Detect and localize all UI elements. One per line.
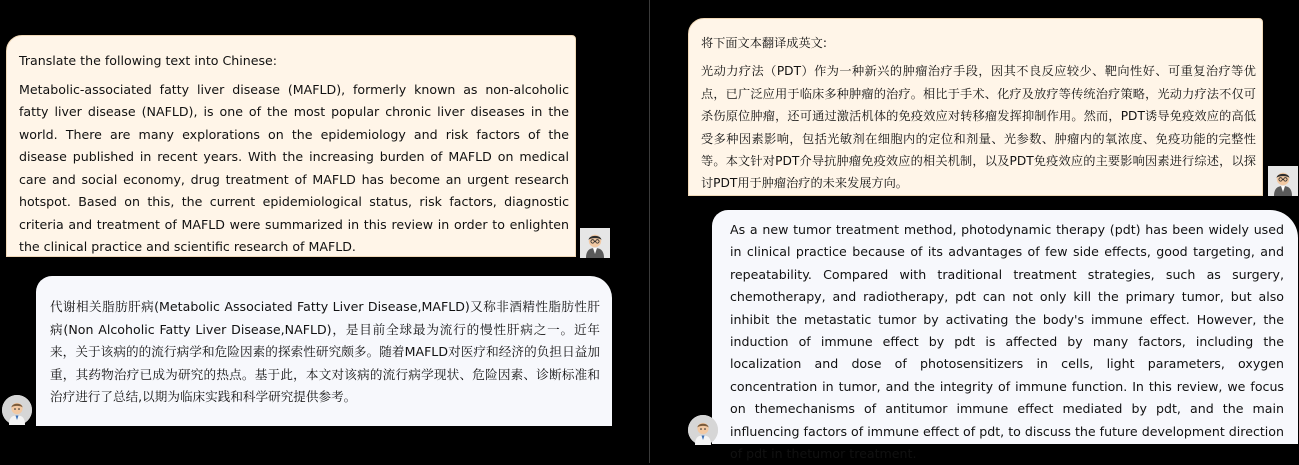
assistant-message-text: 代谢相关脂肪肝病(Metabolic Associated Fatty Liver Disease,MAFLD)又称非酒精性脂肪性肝病(Non Alcoholic Fatty Liver Disease,NAFLD)，是目前全球最为流行的慢性肝病之一。近年来，关于该病的的流行病学和危险因素的探索性研究颇多。随着MAFLD对医疗和经济的负担日益加重，其药物治疗已成为研究的热点。基于此，本文对该病的流行病学现状、危险因素、诊断标准和治疗进行了总结,以期为临床实践和科学研究提供参考。 (50, 299, 600, 405)
user-message-text: Metabolic-associated fatty liver disease (MAFLD), formerly known as non-alcoholic fatty liver disease (NAFLD), is one of the most popular chronic liver diseases in the world. There are many explorations on the epidemiology and risk factors of the disease published in recent years. With the increasing burden of MAFLD on medical care and social economy, drug treatment of MAFLD has become an urgent research hotspot. Based on this, the current epidemiological status, risk factors, diagnostic criteria and treatment of MAFLD were summarized in this review in order to enlighten the clinical practice and scientific research of MAFLD. (19, 81, 569, 254)
user-avatar-icon (1268, 166, 1298, 196)
user-message-prompt: Translate the following text into Chinese: (19, 53, 278, 68)
assistant-message-bubble (36, 276, 612, 426)
assistant-message-bubble (712, 210, 1298, 462)
user-avatar-icon (580, 228, 610, 258)
bot-avatar-icon (2, 395, 32, 425)
panel-divider (649, 0, 650, 463)
user-message-bubble (6, 35, 576, 257)
bot-avatar-icon (688, 415, 718, 445)
user-message-bubble (688, 18, 1263, 196)
assistant-message-text: As a new tumor treatment method, photodynamic therapy (pdt) has been widely used in clinical practice because of its advantages of few side effects, good targeting, and repeatability. Compared with traditional treatment strategies, such as surgery, chemotherapy, and radiotherapy, pdt can not only kill the primary tumor, but also inhibit the metastatic tumor by activating the body's immune effect. However, the induction of immune effect by pdt is affected by many factors, including the localization and dose of photosensitizers in cells, light parameters, oxygen concentration in tumor, and the integrity of immune function. In this review, we focus on themechanisms of antitumor immune effect mediated by pdt, and the main influencing factors of immune effect of pdt, to discuss the future development direction of pdt in thetumor treatment. (730, 222, 1284, 462)
user-message-text: 光动力疗法（PDT）作为一种新兴的肿瘤治疗手段，因其不良反应较少、靶向性好、可重复治疗等优点，已广泛应用于临床多种肿瘤的治疗。相比于手术、化疗及放疗等传统治疗策略，光动力疗法不仅可杀伤原位肿瘤，还可通过激活机体的免疫效应对转移瘤发挥抑制作用。然而，PDT诱导免疫效应的高低受多种因素影响，包括光敏剂在细胞内的定位和剂量、光参数、肿瘤内的氧浓度、免疫功能的完整性等。本文针对PDT介导抗肿瘤免疫效应的相关机制，以及PDT免疫效应的主要影响因素进行综述，以探讨PDT用于肿瘤治疗的未来发展方向。 (701, 64, 1256, 191)
user-message-prompt: 将下面文本翻译成英文: (701, 36, 827, 50)
